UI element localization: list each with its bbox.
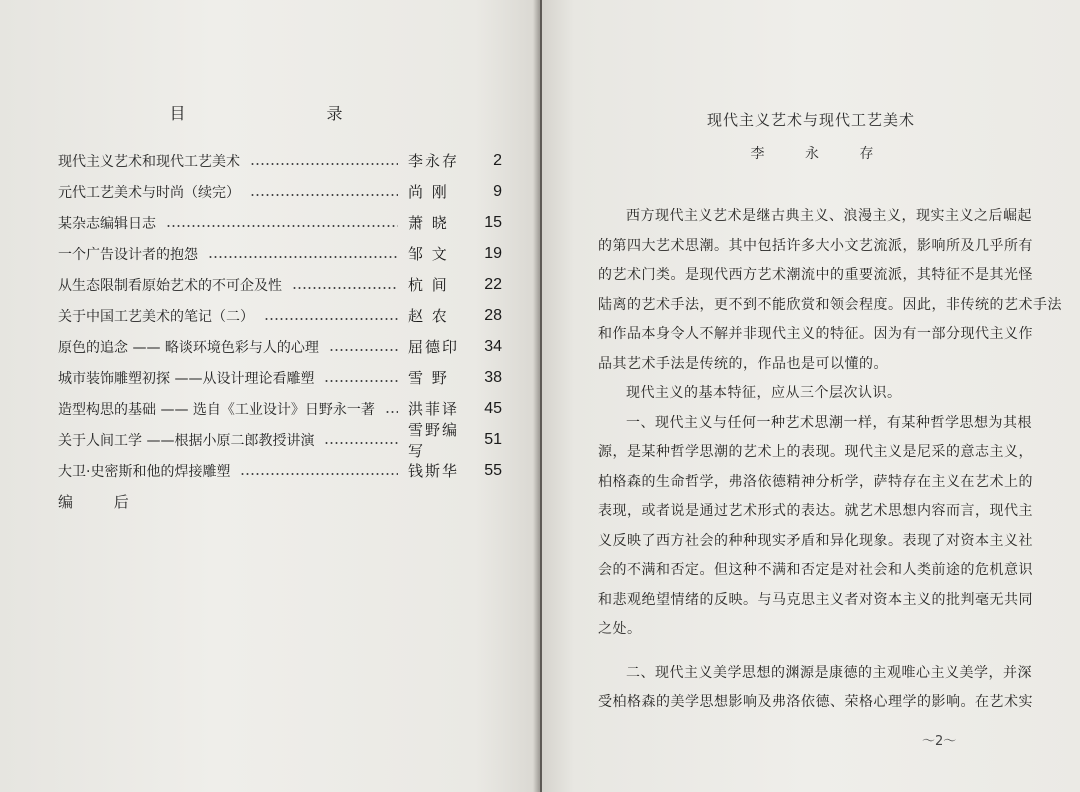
toc-entry-page: 9 (493, 182, 502, 200)
toc-entry-title: 元代工艺美术与时尚（续完） (58, 184, 240, 201)
toc-entry-page: 38 (484, 368, 502, 386)
body-line: 的艺术门类。是现代西方艺术潮流中的重要流派，其特征不是其光怪 (598, 267, 1033, 283)
body-line: 会的不满和否定。但这种不满和否定是对社会和人类前途的危机意识 (598, 562, 1033, 578)
body-line: 之处。 (598, 621, 642, 637)
toc-entry (58, 362, 502, 393)
toc-entry-author: 钱斯华 (408, 462, 460, 480)
toc-entry-title: 编 后 (58, 493, 147, 511)
toc-entry (58, 300, 502, 331)
toc-entry-title: 原色的追念 —— 略谈环境色彩与人的心理 (58, 339, 319, 356)
right-page-article (542, 0, 1080, 792)
toc-leader-dots (166, 225, 398, 227)
toc-entry-author: 李永存 (408, 152, 460, 170)
toc-leader-dots (208, 256, 398, 258)
toc-entry (58, 145, 502, 176)
toc-leader-dots (250, 163, 398, 165)
toc-entry-author: 杭 间 (408, 276, 449, 294)
toc-entry-author: 萧 晓 (408, 214, 449, 232)
toc-leader-dots (385, 411, 398, 413)
toc-entry-page: 55 (484, 461, 502, 479)
article-author: 李 永 存 (750, 146, 892, 162)
toc-entry-page: 15 (484, 213, 502, 231)
toc-entry (58, 238, 502, 269)
toc-entry-author: 洪菲译 (408, 400, 460, 418)
toc-leader-dots (250, 194, 398, 196)
body-line: 的第四大艺术思潮。其中包括许多大小文艺流派，影响所及几乎所有 (598, 237, 1033, 254)
toc-entry-author: 赵 农 (408, 307, 449, 325)
toc-list (58, 145, 502, 517)
body-line: 二、现代主义美学思想的渊源是康德的主观唯心主义美学，并深 (626, 664, 1032, 681)
toc-heading: 目 录 (169, 104, 411, 123)
toc-entry-page: 28 (484, 306, 502, 324)
body-line: 和悲观绝望情绪的反映。与马克思主义者对资本主义的批判毫无共同 (598, 591, 1033, 608)
toc-entry-author: 雪野编写 (408, 420, 460, 460)
toc-entry (58, 207, 502, 238)
toc-entry-title: 造型构思的基础 —— 选自《工业设计》日野永一著 (58, 401, 375, 418)
body-line: 品其艺术手法是传统的，作品也是可以懂的。 (598, 355, 888, 372)
body-line: 源，是某种哲学思潮的艺术上的表现。现代主义是尼采的意志主义， (598, 444, 1033, 460)
article-title: 现代主义艺术与现代工艺美术 (706, 111, 915, 129)
toc-leader-dots (292, 287, 398, 289)
body-line: 义反映了西方社会的种种现实矛盾和异化现象。表现了对资本主义社 (598, 532, 1033, 549)
toc-entry-author: 邹 文 (408, 245, 449, 263)
body-line: 和作品本身令人不解并非现代主义的特征。因为有一部分现代主义作 (598, 326, 1033, 342)
toc-entry (58, 269, 502, 300)
toc-entry-author: 屈德印 (408, 338, 460, 356)
toc-entry-author: 雪 野 (408, 369, 449, 387)
body-line: 现代主义的基本特征，应从三个层次认识。 (626, 385, 902, 401)
toc-leader-dots (264, 318, 398, 320)
body-line: 一、现代主义与任何一种艺术思潮一样，有某种哲学思想为其根 (626, 414, 1032, 431)
toc-leader-dots (324, 380, 398, 382)
toc-entry-title: 关于中国工艺美术的笔记（二） (58, 308, 254, 325)
toc-entry-page: 51 (484, 430, 502, 448)
page-number: ～2～ (922, 734, 957, 749)
body-line: 陆离的艺术手法，更不到不能欣赏和领会程度。因此，非传统的艺术手法 (598, 296, 1062, 313)
toc-leader-dots (329, 349, 398, 351)
article-body (598, 202, 1062, 718)
toc-entry-title: 关于人间工学 ——根据小原二郎教授讲演 (58, 432, 315, 449)
toc-leader-dots (240, 473, 398, 475)
toc-entry-page: 19 (484, 244, 502, 262)
body-line: 柏格森的生命哲学，弗洛依德精神分析学，萨特存在主义在艺术上的 (598, 473, 1033, 490)
body-line: 表现，或者说是通过艺术形式的表达。就艺术思想内容而言，现代主 (598, 503, 1033, 519)
body-line: 受柏格森的美学思想影响及弗洛依德、荣格心理学的影响。在艺术实 (598, 694, 1033, 710)
toc-entry-title: 一个广告设计者的抱怨 (58, 246, 198, 263)
toc-entry-title: 大卫·史密斯和他的焊接雕塑 (58, 463, 231, 480)
toc-entry-title: 现代主义艺术和现代工艺美术 (58, 153, 240, 170)
toc-entry-title: 城市装饰雕塑初探 ——从设计理论看雕塑 (58, 370, 315, 387)
toc-entry-page: 2 (493, 151, 502, 169)
toc-entry-page: 45 (484, 399, 502, 417)
toc-entry-page: 22 (484, 275, 502, 293)
toc-entry (58, 176, 502, 207)
toc-entry (58, 331, 502, 362)
body-line: 西方现代主义艺术是继古典主义、浪漫主义，现实主义之后崛起 (626, 208, 1032, 224)
toc-entry-page: 34 (484, 337, 502, 355)
toc-entry-author: 尚 刚 (408, 183, 449, 201)
toc-entry (58, 455, 502, 486)
toc-entry (58, 486, 502, 517)
toc-entry (58, 420, 502, 460)
toc-entry-title: 从生态限制看原始艺术的不可企及性 (58, 277, 282, 294)
toc-entry-title: 某杂志编辑日志 (58, 215, 156, 232)
toc-leader-dots (324, 442, 398, 444)
